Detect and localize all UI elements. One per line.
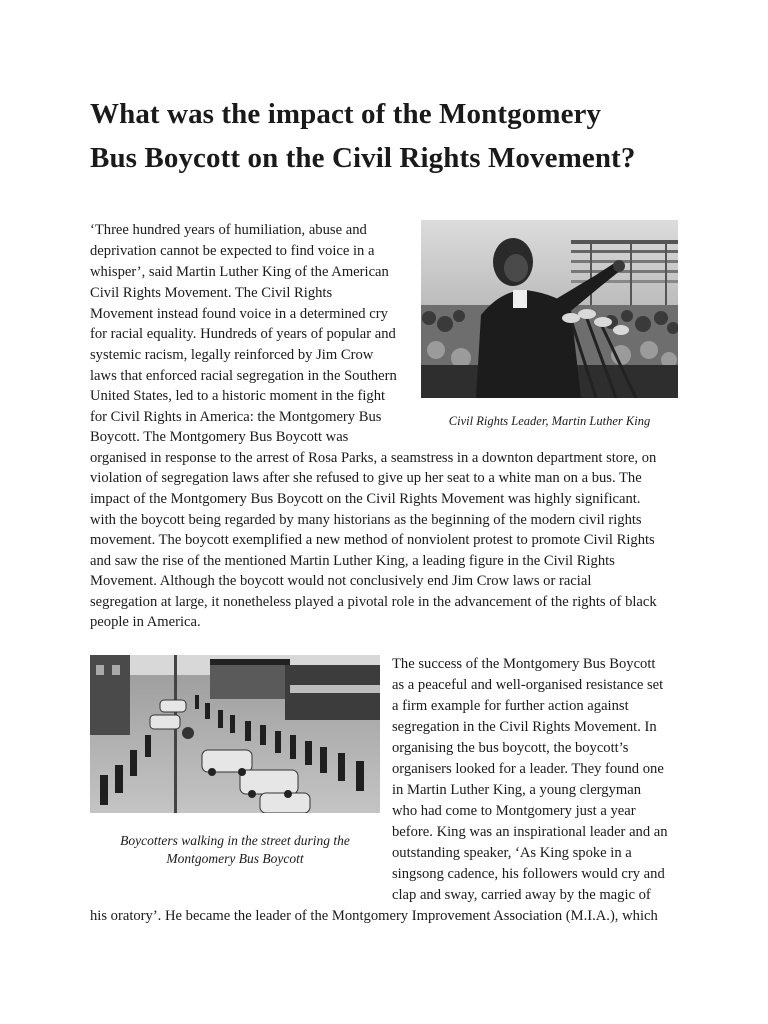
text-line: a firm example for further action against	[392, 698, 629, 714]
text-line: organising the bus boycott, the boycott’s	[392, 740, 629, 756]
text-line: organisers looked for a leader. They found one	[392, 761, 664, 777]
text-line: segregation at large, it nonetheless played a pivotal role in the advancement of the rights of black	[90, 594, 657, 610]
text-line: outstanding speaker, ‘As King spoke in a	[392, 845, 632, 861]
text-line: before. King was an inspirational leader and an	[392, 824, 668, 840]
text-line: for racial equality. Hundreds of years of popular and	[90, 326, 396, 342]
title-line: Bus Boycott on the Civil Rights Movement?	[90, 142, 636, 174]
text-line: impact of the Montgomery Bus Boycott on the Civil Rights Movement was highly significant.	[90, 491, 641, 507]
title-line: What was the impact of the Montgomery	[90, 98, 602, 130]
text-line: Civil Rights Movement. The Civil Rights	[90, 285, 333, 301]
text-line: who had come to Montgomery just a year	[392, 803, 636, 819]
text-line: segregation in the Civil Rights Movement. In	[392, 719, 657, 735]
boycott-photo-caption	[90, 832, 380, 868]
text-line: and saw the rise of the mentioned Martin Luther King, a leading figure in the Civil Rights	[90, 553, 615, 569]
text-line: with the boycott being regarded by many historians as the beginning of the modern civil rights	[90, 512, 642, 528]
text-line: laws that enforced racial segregation in the Southern	[90, 368, 397, 384]
text-line: as a peaceful and well-organised resistance set	[392, 677, 664, 693]
text-line: deprivation cannot be expected to find voice in a	[90, 243, 375, 259]
text-line: violation of segregation laws after she refused to give up her seat to a white man on a bus. The	[90, 470, 642, 486]
king-photo	[421, 220, 678, 398]
text-line: systemic racism, legally reinforced by Jim Crow	[90, 347, 374, 363]
boycott-photo-image	[90, 655, 380, 813]
text-line: Movement. Although the boycott would not conclusively end Jim Crow laws or racial	[90, 573, 592, 589]
text-line: Boycott. The Montgomery Bus Boycott was	[90, 429, 349, 445]
article-title	[90, 92, 710, 180]
caption-line: Montgomery Bus Boycott	[166, 851, 304, 866]
king-photo-image	[421, 220, 678, 398]
text-line: The success of the Montgomery Bus Boycott	[392, 656, 656, 672]
text-line: whisper’, said Martin Luther King of the American	[90, 264, 389, 280]
text-line: people in America.	[90, 614, 201, 630]
text-line: ‘Three hundred years of humiliation, abuse and	[90, 222, 367, 238]
king-photo-caption: Civil Rights Leader, Martin Luther King	[448, 414, 651, 428]
caption-line: Boycotters walking in the street during the	[120, 833, 350, 848]
text-line: in Martin Luther King, a young clergyman	[392, 782, 641, 798]
text-line: movement. The boycott exemplified a new method of nonviolent protest to promote Civil Rights	[90, 532, 655, 548]
text-line: clap and sway, carried away by the magic of	[392, 887, 651, 903]
text-line: Movement instead found voice in a determined cry	[90, 306, 388, 322]
boycott-photo	[90, 655, 380, 813]
text-line: his oratory’. He became the leader of the Montgomery Improvement Association (M.I.A.), which	[90, 908, 658, 924]
text-line: singsong cadence, his followers would cry and	[392, 866, 665, 882]
text-line: for Civil Rights in America: the Montgomery Bus	[90, 409, 382, 425]
text-line: organised in response to the arrest of Rosa Parks, a seamstress in a downton department store, on	[90, 450, 657, 466]
text-line: United States, led to a historic moment in the fight	[90, 388, 386, 404]
